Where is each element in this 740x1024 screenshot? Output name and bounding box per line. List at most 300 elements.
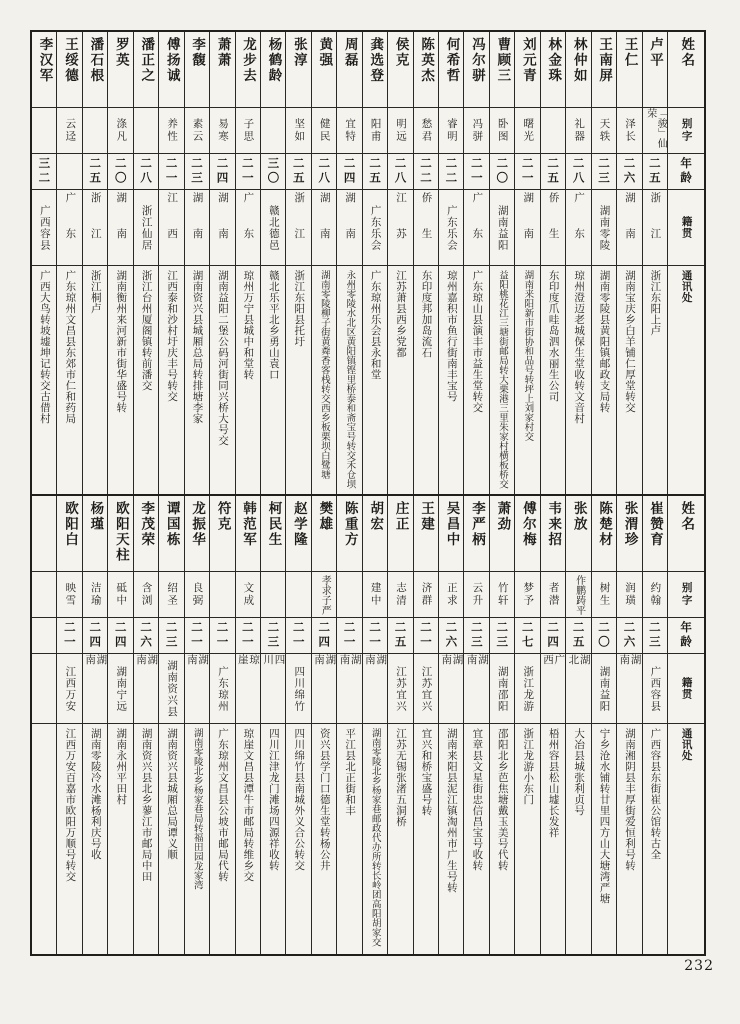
native-cell: 湖南	[515, 190, 539, 266]
age-cell: 二四	[83, 618, 107, 654]
name-cell: 冯尔骈	[464, 32, 488, 108]
age-cell	[32, 618, 56, 654]
alias-cell	[32, 108, 56, 154]
age-cell: 二〇	[592, 618, 616, 654]
person-column	[185, 32, 210, 560]
name-cell: 胡宏	[363, 496, 387, 572]
addr-cell: 江苏萧县西乡党都	[395, 270, 407, 358]
age-cell: 二一	[414, 618, 438, 654]
age-cell: 二六	[617, 618, 641, 654]
name-cell: 陈英杰	[414, 32, 438, 108]
age-cell: 二五	[643, 154, 667, 190]
alias-cell: 文成	[236, 572, 260, 618]
person-column	[108, 32, 133, 560]
alias-cell: 卧图	[490, 108, 514, 154]
person-column	[32, 32, 57, 560]
native-cell: 湖南邵阳	[490, 654, 514, 724]
header-native-label: 籍贯	[680, 216, 693, 239]
person-column	[363, 32, 388, 560]
addr-cell: 永州零陵水北区黄阳镇铿里桥泰和斋宝号转交禾仓坝	[344, 270, 356, 489]
name-cell: 韦来招	[541, 496, 565, 572]
name-cell: 龙振华	[185, 496, 209, 572]
alias-cell: 坚如	[286, 108, 310, 154]
alias-cell: 绍圣	[159, 572, 183, 618]
person-column	[592, 496, 617, 954]
person-column	[134, 496, 159, 954]
header-native	[668, 190, 704, 266]
header-address-label: 通讯处	[680, 270, 693, 303]
native-cell: 浙江龙游	[515, 654, 539, 724]
native-cell: 浙江	[643, 190, 667, 266]
header-age-label: 年龄	[679, 621, 694, 650]
person-column	[643, 32, 668, 560]
person-column	[490, 496, 515, 954]
native-cell: 江西	[159, 190, 183, 266]
native-cell: 湖南	[312, 654, 336, 724]
alias-cell: 宜特	[337, 108, 361, 154]
age-cell: 二八	[134, 154, 158, 190]
addr-cell: 四川江津龙门滩场四源祥收转	[267, 728, 280, 871]
alias-cell	[261, 572, 285, 618]
native-cell: 浙江	[83, 190, 107, 266]
age-cell: 二七	[515, 618, 539, 654]
person-column	[515, 32, 540, 560]
person-column	[236, 32, 261, 560]
header-native	[668, 654, 704, 724]
age-cell: 二一	[185, 618, 209, 654]
native-cell: 江苏	[388, 190, 412, 266]
age-cell: 二六	[439, 618, 463, 654]
native-cell	[32, 654, 56, 724]
name-cell: 李汉军	[32, 32, 56, 108]
name-cell: 傅扬诚	[159, 32, 183, 108]
addr-cell: 益阳桃花江三塘街邮局转大栗港三里朱家村横板桥交	[496, 270, 508, 489]
native-cell: 湖南零陵	[592, 190, 616, 266]
header-name	[668, 32, 704, 108]
person-column	[185, 496, 210, 954]
age-cell: 二一	[515, 154, 539, 190]
addr-cell: 江西泰和沙村圩庆丰号转交	[166, 270, 179, 402]
age-cell: 二一	[210, 618, 234, 654]
person-column	[643, 496, 668, 954]
person-column	[566, 496, 591, 954]
addr-cell: 广西容县东街崔公馆转古全	[649, 728, 662, 860]
alias-cell: 云迳	[57, 108, 81, 154]
addr-cell: 江西万安百嘉市欧阳万顺号转交	[64, 728, 77, 882]
native-cell: 赣北德邑	[261, 190, 285, 266]
name-cell: 潘正之	[134, 32, 158, 108]
native-cell: 湖南资兴县	[159, 654, 183, 724]
native-cell: 湖南	[185, 654, 209, 724]
name-cell: 樊雄	[312, 496, 336, 572]
addr-cell: 赣北乐平北乡勇山袁口	[267, 270, 280, 380]
native-cell: 湖南	[617, 190, 641, 266]
addr-cell: 广东琼州文昌县公坡市邮局代转	[216, 728, 229, 882]
alias-cell	[261, 108, 285, 154]
name-cell: 萧萧	[210, 32, 234, 108]
name-cell: 周磊	[337, 32, 361, 108]
age-cell: 二五	[83, 154, 107, 190]
alias-cell	[337, 572, 361, 618]
name-cell: 黄强	[312, 32, 336, 108]
age-cell: 二一	[337, 618, 361, 654]
native-cell: 湖南益阳	[490, 190, 514, 266]
addr-cell: 四川绵竹县南城外义合公转交	[293, 728, 306, 871]
addr-cell: 湖南资兴县城厢总局转排塘李家	[191, 270, 204, 424]
age-cell: 二八	[312, 154, 336, 190]
addr-cell: 浙江东阳县托圩	[293, 270, 306, 347]
age-cell: 二三	[159, 618, 183, 654]
register-table-top	[30, 30, 706, 562]
addr-cell: 平江县北正街和丰	[344, 728, 357, 816]
person-column	[286, 496, 311, 954]
alias-cell	[541, 108, 565, 154]
header-courtesy-label: 别字	[680, 582, 693, 607]
age-cell: 二一	[236, 154, 260, 190]
name-cell: 欧阳天柱	[108, 496, 132, 572]
age-cell: 二三	[643, 618, 667, 654]
person-column	[337, 32, 362, 560]
person-column	[312, 496, 337, 954]
name-cell: 赵学隆	[286, 496, 310, 572]
native-cell: 广东乐会	[363, 190, 387, 266]
alias-cell: 「骏」仙荣	[643, 108, 667, 154]
name-cell: 杨瑾	[83, 496, 107, 572]
native-cell: 浙江仙居	[134, 190, 158, 266]
person-column	[464, 496, 489, 954]
person-column	[439, 32, 464, 560]
native-cell: 湖南	[312, 190, 336, 266]
name-cell: 罗英	[108, 32, 132, 108]
age-cell: 二四	[108, 618, 132, 654]
person-column	[83, 32, 108, 560]
alias-cell: 洁瑜	[83, 572, 107, 618]
age-cell: 二二	[414, 154, 438, 190]
person-column	[210, 32, 235, 560]
age-cell: 二五	[286, 154, 310, 190]
alias-cell	[210, 572, 234, 618]
addr-cell: 琼崖文昌县潭牛市邮局转维乡交	[242, 728, 255, 882]
alias-cell: 济群	[414, 572, 438, 618]
name-cell: 欧阳白	[57, 496, 81, 572]
header-name	[668, 496, 704, 572]
age-cell: 二六	[134, 618, 158, 654]
age-cell: 二三	[490, 618, 514, 654]
alias-cell: 素云	[185, 108, 209, 154]
addr-cell: 湖南资兴县城厢总局谭义顺	[166, 728, 179, 860]
alias-cell: 孝求子严	[312, 572, 336, 618]
name-cell: 崔赞育	[643, 496, 667, 572]
header-courtesy-label: 别字	[680, 118, 693, 143]
register-table-bottom	[30, 494, 706, 956]
name-cell: 陈重方	[337, 496, 361, 572]
addr-cell: 琼州嘉积市鱼行街南丰宝号	[445, 270, 458, 402]
addr-cell: 浙江桐卢	[89, 270, 102, 314]
addr-cell: 湖南零陵县黄阳镇邮政支局转	[598, 270, 611, 413]
name-cell: 陈楚材	[592, 496, 616, 572]
person-column	[414, 32, 439, 560]
person-column	[134, 32, 159, 560]
addr-cell: 湖南宝庆乡白羊铺仁厚堂转交	[623, 270, 636, 413]
age-cell: 二四	[210, 154, 234, 190]
name-cell: 龙步去	[236, 32, 260, 108]
native-cell: 湖南	[134, 654, 158, 724]
alias-cell	[83, 108, 107, 154]
native-cell: 广西	[541, 654, 565, 724]
name-cell: 王仁	[617, 32, 641, 108]
person-column	[57, 32, 82, 560]
alias-cell: 竹轩	[490, 572, 514, 618]
native-cell: 湖南	[83, 654, 107, 724]
addr-cell: 邵阳北乡芭焦塘戴玉美号代转	[496, 728, 509, 871]
addr-cell: 湖南来阳县泥江镇淘州市广生号转	[445, 728, 458, 893]
header-native-label: 籍贯	[680, 677, 693, 700]
alias-cell: 易寒	[210, 108, 234, 154]
addr-cell: 宜兴和桥宝盛号转	[420, 728, 433, 816]
addr-cell	[32, 724, 56, 954]
person-column	[261, 496, 286, 954]
header-name-label: 姓名	[678, 501, 695, 532]
alias-cell: 约翰	[643, 572, 667, 618]
native-cell: 湖南	[210, 190, 234, 266]
addr-cell: 琼州澄迈老城保生堂收转文音村	[573, 270, 586, 424]
header-age-label: 年龄	[679, 157, 694, 186]
age-cell: 二五	[566, 618, 590, 654]
person-column	[617, 496, 642, 954]
age-cell: 二八	[566, 154, 590, 190]
alias-cell: 良弼	[185, 572, 209, 618]
age-cell: 二四	[337, 154, 361, 190]
addr-cell: 大冶县城张利贞号	[573, 728, 586, 816]
native-cell: 琼崖	[236, 654, 260, 724]
person-column	[32, 496, 57, 954]
person-column	[388, 32, 413, 560]
addr-cell: 湖南零陵冷水滩杨利庆号收	[89, 728, 102, 860]
age-cell: 二一	[464, 154, 488, 190]
alias-cell: 养性	[159, 108, 183, 154]
name-cell: 张放	[566, 496, 590, 572]
age-cell: 二一	[363, 618, 387, 654]
alias-cell: 涤凡	[108, 108, 132, 154]
name-cell: 何希哲	[439, 32, 463, 108]
person-column	[515, 496, 540, 954]
name-cell: 萧劲	[490, 496, 514, 572]
addr-cell: 梧州容县松山墟长发祥	[547, 728, 560, 838]
native-cell: 江苏宜兴	[414, 654, 438, 724]
native-cell: 江苏宜兴	[388, 654, 412, 724]
name-cell: 王南屏	[592, 32, 616, 108]
alias-cell: 润璜	[617, 572, 641, 618]
addr-cell: 湖南来阳新市街协和品号转坪上刘家村交	[522, 270, 534, 441]
native-cell: 广东乐会	[439, 190, 463, 266]
person-column	[261, 32, 286, 560]
header-age	[668, 618, 704, 654]
age-cell: 二一	[236, 618, 260, 654]
addr-cell: 广东琼山县演丰市益生堂转交	[471, 270, 484, 413]
person-column	[439, 496, 464, 954]
native-cell: 湖南	[363, 654, 387, 724]
addr-cell: 江苏无锡张渚五洞桥	[395, 728, 407, 827]
person-column	[159, 32, 184, 560]
native-cell: 湖南	[464, 654, 488, 724]
name-cell: 曹顾三	[490, 32, 514, 108]
native-cell: 湖北	[566, 654, 590, 724]
age-cell: 二二	[439, 154, 463, 190]
name-cell: 庄正	[388, 496, 412, 572]
native-cell: 四川绵竹	[286, 654, 310, 724]
addr-cell: 湖南零陵北乡杨家巷邮政代办所转长岭团高阳胡家交	[369, 728, 381, 947]
name-cell: 王建	[414, 496, 438, 572]
addr-cell: 湖南零陵柳子街黄粦香客栈转交西乡板栗坝白鹭塘	[318, 270, 330, 479]
person-column	[57, 496, 82, 954]
name-cell: 龚选登	[363, 32, 387, 108]
person-column	[388, 496, 413, 954]
alias-cell: 建中	[363, 572, 387, 618]
person-column	[617, 32, 642, 560]
native-cell: 湖南	[337, 654, 361, 724]
person-column	[312, 32, 337, 560]
addr-cell: 湖南零陵北乡杨家巷局转福田园龙家湾	[191, 728, 203, 890]
header-column	[668, 32, 704, 560]
age-cell: 二四	[312, 618, 336, 654]
person-column	[363, 496, 388, 954]
name-cell: 张渭珍	[617, 496, 641, 572]
age-cell: 二八	[388, 154, 412, 190]
name-cell: 杨鹤龄	[261, 32, 285, 108]
alias-cell	[134, 108, 158, 154]
alias-cell: 礼器	[566, 108, 590, 154]
age-cell: 二〇	[108, 154, 132, 190]
name-cell: 柯民生	[261, 496, 285, 572]
person-column	[592, 32, 617, 560]
native-cell: 湖南	[337, 190, 361, 266]
addr-cell: 广西大鸟转坡墟坤记转交古借村	[38, 270, 51, 424]
person-column	[210, 496, 235, 954]
name-cell: 吴昌中	[439, 496, 463, 572]
native-cell: 侨生	[541, 190, 565, 266]
name-cell: 潘石根	[83, 32, 107, 108]
person-column	[566, 32, 591, 560]
person-column	[83, 496, 108, 954]
addr-cell: 东印度邦加岛流石	[420, 270, 433, 358]
addr-cell: 湖南湘阴县丰厚街爱恒利号转	[623, 728, 636, 871]
age-cell: 二三	[261, 618, 285, 654]
age-cell: 二五	[363, 154, 387, 190]
age-cell: 二三	[185, 154, 209, 190]
person-column	[286, 32, 311, 560]
name-cell: 侯克	[388, 32, 412, 108]
name-cell	[32, 496, 56, 572]
alias-cell	[286, 572, 310, 618]
native-cell: 湖南宁远	[108, 654, 132, 724]
name-cell: 李严柄	[464, 496, 488, 572]
native-cell: 广西容县	[643, 654, 667, 724]
page-number: 232	[684, 958, 714, 974]
alias-cell: 砥中	[108, 572, 132, 618]
name-cell: 王绥德	[57, 32, 81, 108]
name-cell: 林仲如	[566, 32, 590, 108]
native-cell: 湖南	[108, 190, 132, 266]
person-column	[490, 32, 515, 560]
addr-cell: 浙江东阳上卢	[649, 270, 662, 336]
name-cell: 张淳	[286, 32, 310, 108]
addr-cell: 湖南益阳二堡公码河街同兴桥大号交	[216, 270, 229, 446]
native-cell: 广东	[236, 190, 260, 266]
age-cell: 二三	[592, 154, 616, 190]
header-address	[668, 724, 704, 954]
person-column	[159, 496, 184, 954]
header-courtesy	[668, 108, 704, 154]
alias-cell: 阳甫	[363, 108, 387, 154]
age-cell: 二五	[388, 618, 412, 654]
age-cell: 二四	[541, 618, 565, 654]
native-cell: 广东	[464, 190, 488, 266]
alias-cell: 梦予	[515, 572, 539, 618]
alias-cell: 者潜	[541, 572, 565, 618]
addr-cell: 东印度爪哇岛泗水丽生公司	[547, 270, 560, 402]
age-cell: 二一	[57, 618, 81, 654]
native-cell: 广东	[57, 190, 81, 266]
alias-cell: 明远	[388, 108, 412, 154]
alias-cell: 曙光	[515, 108, 539, 154]
addr-cell: 湖南资兴县北乡蓼江市邮局中田	[140, 728, 153, 882]
age-cell: 二五	[541, 154, 565, 190]
header-column	[668, 496, 704, 954]
name-cell: 林金珠	[541, 32, 565, 108]
alias-cell: 云升	[464, 572, 488, 618]
age-cell	[57, 154, 81, 190]
person-column	[541, 32, 566, 560]
native-cell: 浙江	[286, 190, 310, 266]
native-cell: 湖南	[439, 654, 463, 724]
age-cell: 二一	[286, 618, 310, 654]
alias-cell: 树生	[592, 572, 616, 618]
header-name-label: 姓名	[678, 37, 695, 68]
addr-cell: 广东琼州文昌县东郊市仁和药局	[64, 270, 77, 424]
native-cell: 湖南益阳	[592, 654, 616, 724]
addr-cell: 浙江台州厦阁镇转前潘交	[140, 270, 153, 391]
person-column	[464, 32, 489, 560]
alias-cell: 正求	[439, 572, 463, 618]
person-column	[236, 496, 261, 954]
age-cell: 二一	[159, 154, 183, 190]
age-cell: 二三	[464, 618, 488, 654]
person-column	[337, 496, 362, 954]
header-courtesy	[668, 572, 704, 618]
native-cell: 江西万安	[57, 654, 81, 724]
person-column	[541, 496, 566, 954]
addr-cell: 宁乡沧水铺转廿里四方山大塘湾严塘	[598, 728, 611, 904]
native-cell: 湖南	[617, 654, 641, 724]
alias-cell: 冯骈	[464, 108, 488, 154]
age-cell: 二〇	[490, 154, 514, 190]
person-column	[108, 496, 133, 954]
addr-cell: 宜章县文星街忠信昌宝号收转	[471, 728, 484, 871]
name-cell: 谭国栋	[159, 496, 183, 572]
alias-cell: 天轶	[592, 108, 616, 154]
native-cell: 侨生	[414, 190, 438, 266]
header-age	[668, 154, 704, 190]
native-cell: 湖南	[185, 190, 209, 266]
alias-cell: 作鹏踌平	[566, 572, 590, 618]
name-cell: 傅尔梅	[515, 496, 539, 572]
addr-cell: 湖南衡州来河新市街华盛号转	[115, 270, 128, 413]
age-cell: 二六	[617, 154, 641, 190]
alias-cell: 愁君	[414, 108, 438, 154]
header-address-label: 通讯处	[680, 728, 693, 761]
addr-cell: 琼州万宁县城中和堂转	[242, 270, 255, 380]
addr-cell: 浙江龙游小东门	[522, 728, 535, 805]
